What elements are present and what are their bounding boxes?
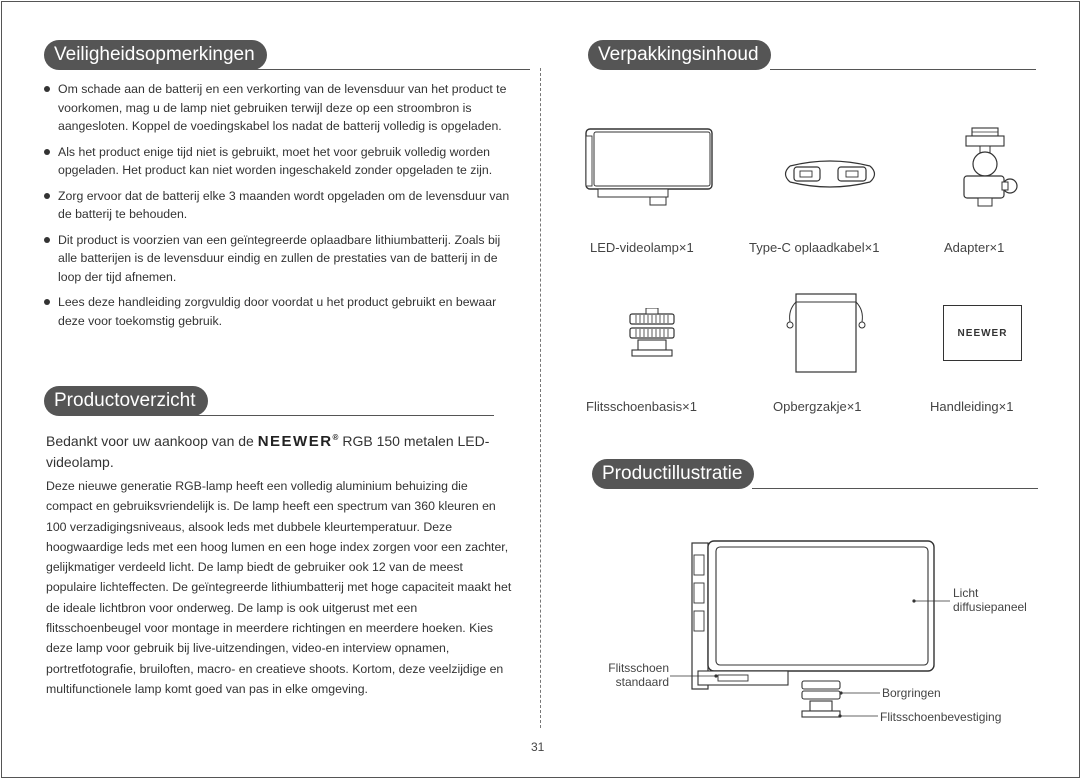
mount-callout: Flitsschoenbevestiging [880, 710, 1002, 724]
led-video-light-icon [584, 126, 716, 212]
package-title: Verpakkingsinhoud [588, 40, 771, 70]
diffuser-callout: Licht diffusiepaneel [953, 586, 1027, 614]
item-label: LED-videolamp×1 [590, 240, 694, 255]
manual-logo: NEEWER [957, 327, 1008, 339]
intro-before: Bedankt voor uw aankoop van de [46, 433, 254, 449]
safety-title: Veiligheidsopmerkingen [44, 40, 267, 70]
illustration-title: Productillustratie [592, 459, 754, 489]
shoe-stand-callout: Flitsschoen standaard [608, 661, 669, 689]
column-divider [540, 68, 541, 728]
rings-callout: Borgringen [882, 686, 941, 700]
intro-text [46, 428, 496, 472]
intro-after: RGB 150 metalen LED-videolamp. [46, 433, 490, 470]
item-label: Opbergzakje×1 [773, 399, 862, 414]
safety-rule [230, 69, 530, 70]
illustration-heading [592, 459, 754, 489]
page-number: 31 [531, 740, 545, 754]
brand-name: NEEWER [257, 433, 333, 450]
safety-bullet-list [44, 80, 514, 337]
adapter-icon [950, 126, 1026, 216]
usb-c-cable-icon [778, 156, 882, 192]
item-label: Flitsschoenbasis×1 [586, 399, 697, 414]
package-rule [770, 69, 1036, 70]
item-label: Type-C oplaadkabel×1 [749, 240, 880, 255]
storage-pouch-icon [784, 288, 870, 374]
list-item: Lees deze handleiding zorgvuldig door voordat u het product gebruikt en bewaar deze voor toekomstig gebruik. [44, 293, 514, 330]
list-item: Zorg ervoor dat de batterij elke 3 maanden wordt opgeladen om de levensduur van de batterij te behouden. [44, 187, 514, 224]
safety-heading [44, 40, 267, 70]
list-item: Als het product enige tijd niet is gebruikt, moet het voor gebruik volledig worden opgeladen. Het product kan niet worden ingeschakeld zonder opgeladen te zijn. [44, 143, 514, 180]
overview-title: Productoverzicht [44, 386, 208, 416]
brand-mark: ® [332, 433, 339, 442]
illustration-rule [752, 488, 1038, 489]
package-heading [588, 40, 771, 70]
overview-rule [190, 415, 494, 416]
manual-icon [943, 305, 1022, 361]
item-label: Adapter×1 [944, 240, 1005, 255]
product-illustration [598, 535, 1040, 733]
brand-logo [258, 433, 339, 450]
item-label: Handleiding×1 [930, 399, 1014, 414]
list-item: Dit product is voorzien van een geïntegreerde oplaadbare lithiumbatterij. Zoals bij alle batterijen is de levensduur eindig en zullen de prestaties van de batterij in de loop der tijd afnemen. [44, 231, 514, 287]
overview-heading [44, 386, 208, 416]
hot-shoe-base-icon [626, 308, 678, 358]
list-item: Om schade aan de batterij en een verkorting van de levensduur van het product te voorkomen, mag u de lamp niet gebruiken terwijl deze op een stroombron is aangesloten. Koppel de voedingskabel los nadat de batterij volledig is opgeladen. [44, 80, 514, 136]
overview-body: Deze nieuwe generatie RGB-lamp heeft een volledig aluminium behuizing die compact en gebruiksvriendelijk is. De lamp heeft een spectrum van 360 kleuren en 100 verzadigingsniveaus, alsook leds met dubbele kleurtemperatuur. Deze hoogwaardige leds met een hoog lumen en een hoge index zorgen voor een zachter, gelijkmatiger verdeeld licht. De lamp biedt de gebruiker ook 12 van de meest populaire lichteffecten. De geïntegreerde lithiumbatterij met hoge capaciteit maakt het de ideale lichtbron voor onderweg. De lamp is ook uitgerust met een flitsschoenbeugel voor montage in meerdere richtingen en meerdere hoeken. Kies deze lamp voor gebruik bij live-uitzendingen, video-en interview opnamen, portretfotografie, bruiloften, macro- en creatieve shoots. Kortom, deze veelzijdige en multifunctionele lamp komt goed van pas in elke omgeving. [46, 479, 512, 696]
